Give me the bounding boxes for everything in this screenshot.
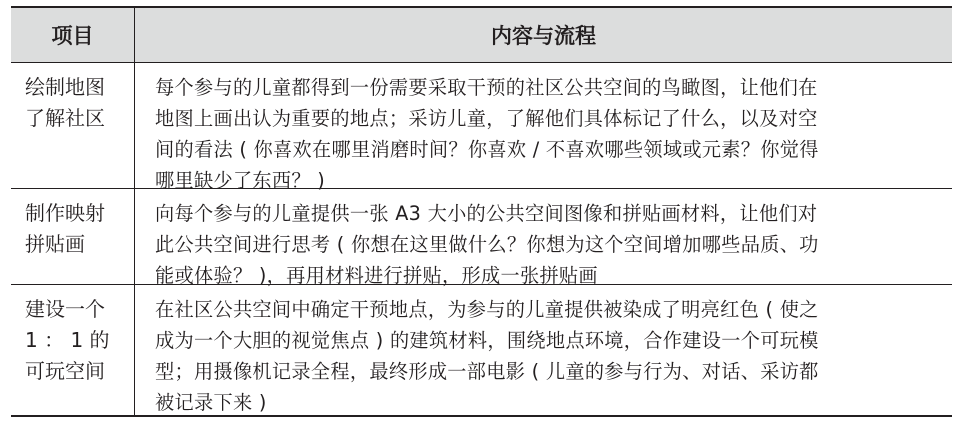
item-cell xyxy=(11,63,135,188)
table-row xyxy=(11,189,952,285)
content-text-line: 成为一个大胆的视觉焦点 ) 的建筑材料，围绕地点环境，合作建设一个可玩模 xyxy=(155,329,819,352)
content-text-line: 能或体验？ )，再用材料进行拼贴，形成一张拼贴画 xyxy=(155,264,598,287)
content-text-line: 此公共空间进行思考 ( 你想在这里做什么？你想为这个空间增加哪些品质、功 xyxy=(155,233,819,256)
table-header-row xyxy=(11,8,952,63)
item-cell xyxy=(11,285,135,415)
content-text-line: 间的看法 ( 你喜欢在哪里消磨时间？你喜欢 / 不喜欢哪些领域或元素？你觉得 xyxy=(155,138,819,161)
content-text-line: 被记录下来 ) xyxy=(155,391,267,414)
content-text-line: 地图上画出认为重要的地点；采访儿童，了解他们具体标记了什么，以及对空 xyxy=(155,107,818,130)
item-text-line: 拼贴画 xyxy=(25,232,85,256)
content-cell xyxy=(135,285,952,415)
content-text-line: 每个参与的儿童都得到一份需要采取干预的社区公共空间的鸟瞰图，让他们在 xyxy=(155,76,818,99)
process-table xyxy=(11,6,952,417)
content-text-line: 在社区公共空间中确定干预地点，为参与的儿童提供被染成了明亮红色 ( 使之 xyxy=(155,298,819,321)
header-content: 内容与流程 xyxy=(491,24,596,48)
content-cell xyxy=(135,63,952,192)
content-cell xyxy=(135,189,952,287)
table-row xyxy=(11,285,952,415)
content-text-line: 哪里缺少了东西？ ) xyxy=(155,169,326,192)
header-item: 项目 xyxy=(11,8,135,62)
item-text-line: 1 ： 1 的 xyxy=(25,328,110,352)
item-cell xyxy=(11,189,135,284)
item-text-line: 绘制地图 xyxy=(25,75,105,99)
table-row xyxy=(11,63,952,192)
item-text-line: 可玩空间 xyxy=(25,359,105,383)
content-text-line: 型；用摄像机记录全程，最终形成一部电影 ( 儿童的参与行为、对话、采访都 xyxy=(155,360,819,383)
item-text-line: 建设一个 xyxy=(25,297,105,321)
content-text-line: 向每个参与的儿童提供一张 A3 大小的公共空间图像和拼贴画材料，让他们对 xyxy=(155,202,818,225)
item-text-line: 了解社区 xyxy=(25,106,105,130)
item-text-line: 制作映射 xyxy=(25,201,105,225)
